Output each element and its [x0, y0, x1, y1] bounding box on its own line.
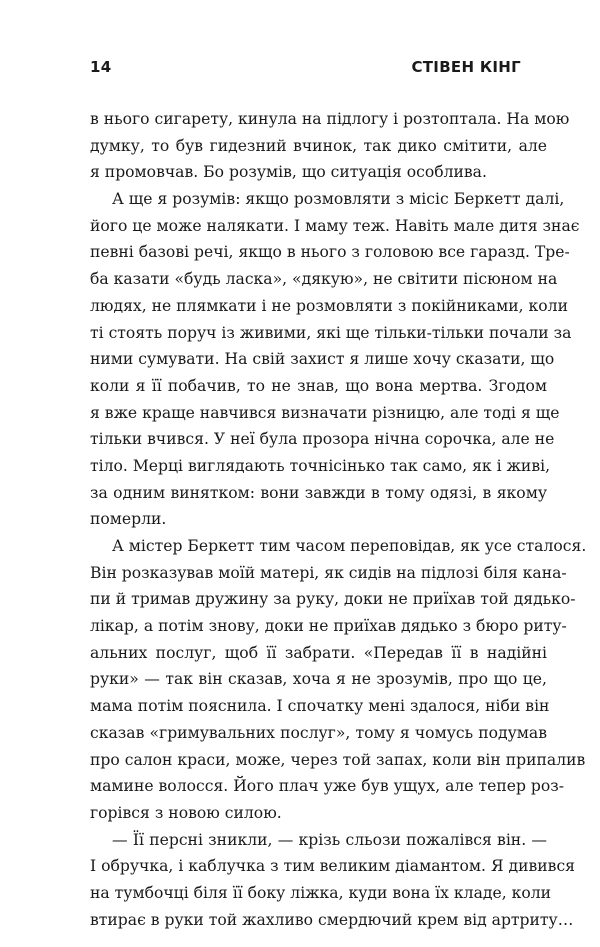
text-line: руки» — так він сказав, хоча я не зрозумів, про що це, [90, 670, 547, 689]
text-line: ними сумувати. На свій захист я лише хочу сказати, що [90, 350, 555, 369]
text-line: втирає в руки той жахливо смердючий крем від артриту… [90, 910, 574, 929]
text-line: думку, то був гидезний вчинок, так дико смітити, але [90, 136, 547, 155]
text-line: А містер Беркетт тим часом переповідав, як усе сталося. [112, 537, 587, 555]
text-line: Він розказував моїй матері, як сидів на підлозі біля кана- [90, 563, 567, 582]
text-line: І обручка, і каблучка з тим великим діамантом. Я дивився [90, 857, 576, 876]
text-line: про салон краси, може, через той запах, коли він припалив [90, 750, 586, 769]
running-title: СТІВЕН КІНГ [411, 58, 521, 76]
text-line: в нього сигарету, кинула на підлогу і розтоптала. На мою [90, 110, 570, 128]
text-line: альних послуг, щоб її забрати. «Передав її в надійні [90, 643, 547, 662]
text-line: за одним винятком: вони завжди в тому одязі, в якому [90, 483, 547, 502]
text-line: мамине волосся. Його плач уже був ущух, але тепер роз- [90, 777, 565, 796]
text-line: померли. [90, 510, 167, 529]
text-line: його це може налякати. І маму теж. Навіть мале дитя знає [90, 216, 580, 235]
text-line: людях, не плямкати і не розмовляти з покійниками, коли [90, 296, 568, 315]
page-number: 14 [90, 58, 112, 76]
text-line: лікар, а потім знову, доки не приїхав дядько з бюро риту- [90, 617, 567, 636]
text-line: горівся з новою силою. [90, 803, 282, 822]
text-line: коли я її побачив, то не знав, що вона мертва. Згодом [90, 376, 547, 395]
text-line: ба казати «будь ласка», «дякую», не світити пісюном на [90, 270, 558, 289]
text-line: сказав «гримувальних послуг», тому я чомусь подумав [90, 723, 547, 742]
text-line: ті стоять поруч із живими, які ще тільки-тільки почали за [90, 323, 572, 342]
page-body-text [90, 106, 587, 933]
text-line: А ще я розумів: якщо розмовляти з місіс Беркетт далі, [112, 190, 565, 209]
text-line: я промовчав. Бо розумів, що ситуація особлива. [90, 163, 487, 182]
text-line: на тумбочці біля її боку ліжка, куди вона їх кладе, коли [90, 883, 552, 902]
page-header [90, 58, 521, 84]
text-line: пи й тримав дружину за руку, доки не приїхав той дядько- [90, 590, 576, 609]
text-line: — Її персні зникли, — крізь сльози пожалівся він. — [112, 830, 547, 849]
text-line: тіло. Мерці виглядають точнісінько так само, як і живі, [90, 456, 551, 475]
text-line: тільки вчився. У неї була прозора нічна сорочка, але не [90, 430, 555, 449]
text-line: я вже краще навчився визначати різницю, але тоді я ще [90, 403, 560, 422]
text-line: мама потім пояснила. І спочатку мені здалося, ніби він [90, 697, 550, 716]
text-line: певні базові речі, якщо в нього з головою все гаразд. Тре- [90, 243, 570, 262]
